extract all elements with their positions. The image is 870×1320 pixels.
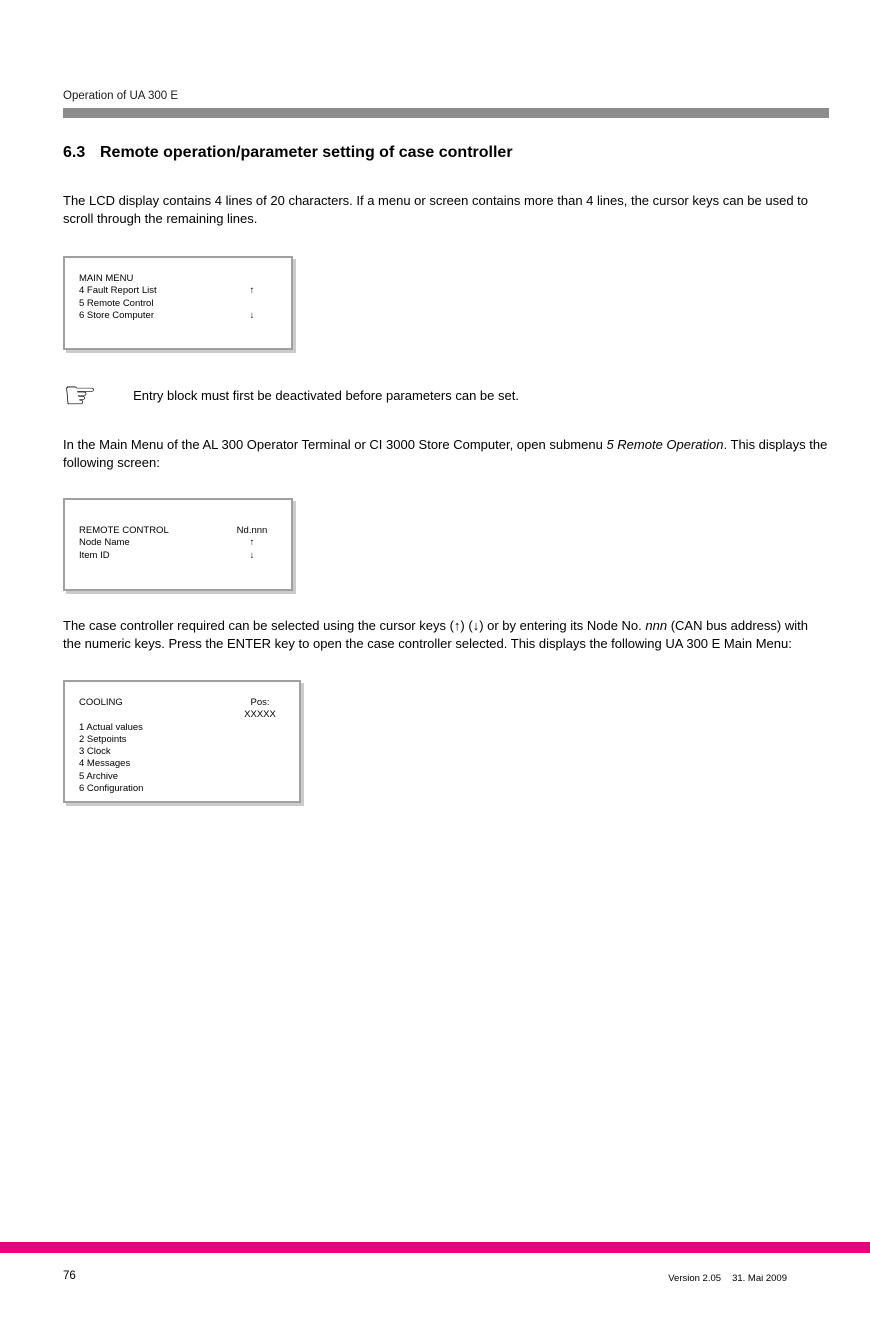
section-title: Remote operation/parameter setting of case controller (100, 144, 513, 161)
lcd-row-text: REMOTE CONTROL (79, 525, 169, 536)
version-line (668, 1273, 787, 1284)
lcd-row-text: 1 Actual values (79, 721, 143, 733)
lcd-row (79, 525, 277, 537)
section-number: 6.3 (63, 144, 86, 161)
paragraph-open-submenu (63, 436, 829, 472)
lcd-row (79, 550, 277, 562)
down-arrow-indicator: ↓ (249, 309, 255, 321)
italic-text-segment: 5 Remote Operation (606, 437, 724, 452)
lcd-row-value: Pos: XXXXX (244, 697, 276, 721)
lcd-row-value (235, 758, 285, 770)
lcd-row-value (235, 722, 285, 734)
lcd-row-text: 5 Archive (79, 770, 119, 782)
version-date: 31. Mai 2009 (732, 1273, 787, 1284)
lcd-row-value (235, 771, 285, 783)
lcd-row (79, 310, 277, 322)
lcd-row-text: 4 Fault Report List (79, 285, 157, 297)
note-row (63, 373, 829, 417)
lcd-screen-cooling-menu (63, 680, 301, 803)
lcd-row (79, 273, 277, 285)
italic-text-segment: nnn (645, 618, 668, 633)
lcd-row-text: 3 Clock (79, 746, 111, 758)
lcd-row (79, 697, 285, 722)
footer-accent-bar (0, 1242, 870, 1253)
version-text: Version 2.05 (668, 1273, 722, 1284)
lcd-screen-main-menu (63, 256, 293, 350)
paragraph-select-controller (63, 617, 829, 653)
lcd-row (79, 771, 285, 783)
lcd-row-text: Node Name (79, 537, 130, 549)
running-header: Operation of UA 300 E (63, 90, 179, 102)
lcd-row (79, 537, 277, 549)
text-segment: The case controller required can be selected using the cursor keys (↑) (↓) or by entering its Node No. (63, 618, 646, 633)
lcd-row-value (235, 734, 285, 746)
lcd-row (79, 746, 285, 758)
pointing-hand-icon: ☞ (63, 373, 98, 417)
note-text: Entry block must first be deactivated before parameters can be set. (133, 387, 519, 403)
paragraph-lcd-description (63, 192, 829, 228)
lcd-row (79, 734, 285, 746)
down-arrow-indicator: ↓ (249, 549, 255, 561)
section-heading (63, 143, 829, 162)
lcd-row-value (235, 783, 285, 795)
lcd-row-text: 4 Messages (79, 758, 131, 770)
lcd-row-value (235, 746, 285, 758)
lcd-screen-remote-control (63, 498, 293, 591)
header-divider-bar (63, 108, 829, 118)
page-number: 76 (63, 1270, 76, 1282)
lcd-row (79, 285, 277, 297)
up-arrow-indicator: ↑ (249, 285, 255, 297)
up-arrow-indicator: ↑ (249, 537, 255, 549)
lcd-row (79, 298, 277, 310)
lcd-row-value (227, 273, 277, 285)
lcd-row-value (227, 298, 277, 310)
page-content (0, 90, 870, 803)
lcd-row-text: MAIN MENU (79, 273, 134, 284)
text-segment: In the Main Menu of the AL 300 Operator Terminal or CI 3000 Store Computer, open submenu (63, 437, 607, 452)
text-segment: The LCD display contains 4 lines of 20 characters. If a menu or screen contains more than 4 lines, the cursor keys can be used to scroll through the remaining lines. (63, 193, 808, 226)
lcd-row-text: 6 Store Computer (79, 309, 154, 321)
lcd-row (79, 722, 285, 734)
lcd-row-text: Item ID (79, 549, 110, 561)
lcd-row-text: COOLING (79, 697, 123, 708)
lcd-row (79, 758, 285, 770)
lcd-row-value: Nd.nnn (236, 525, 268, 536)
text-segment: . This displays the following screen: (63, 437, 828, 470)
lcd-row (79, 783, 285, 795)
lcd-row-text: 6 Configuration (79, 783, 144, 795)
lcd-row-text: 5 Remote Control (79, 297, 154, 309)
lcd-row-text: 2 Setpoints (79, 733, 127, 745)
text-segment: (CAN bus address) with the numeric keys. Press the ENTER key to open the case controller selected. This displays the following UA 300 E Main Menu: (63, 618, 808, 651)
